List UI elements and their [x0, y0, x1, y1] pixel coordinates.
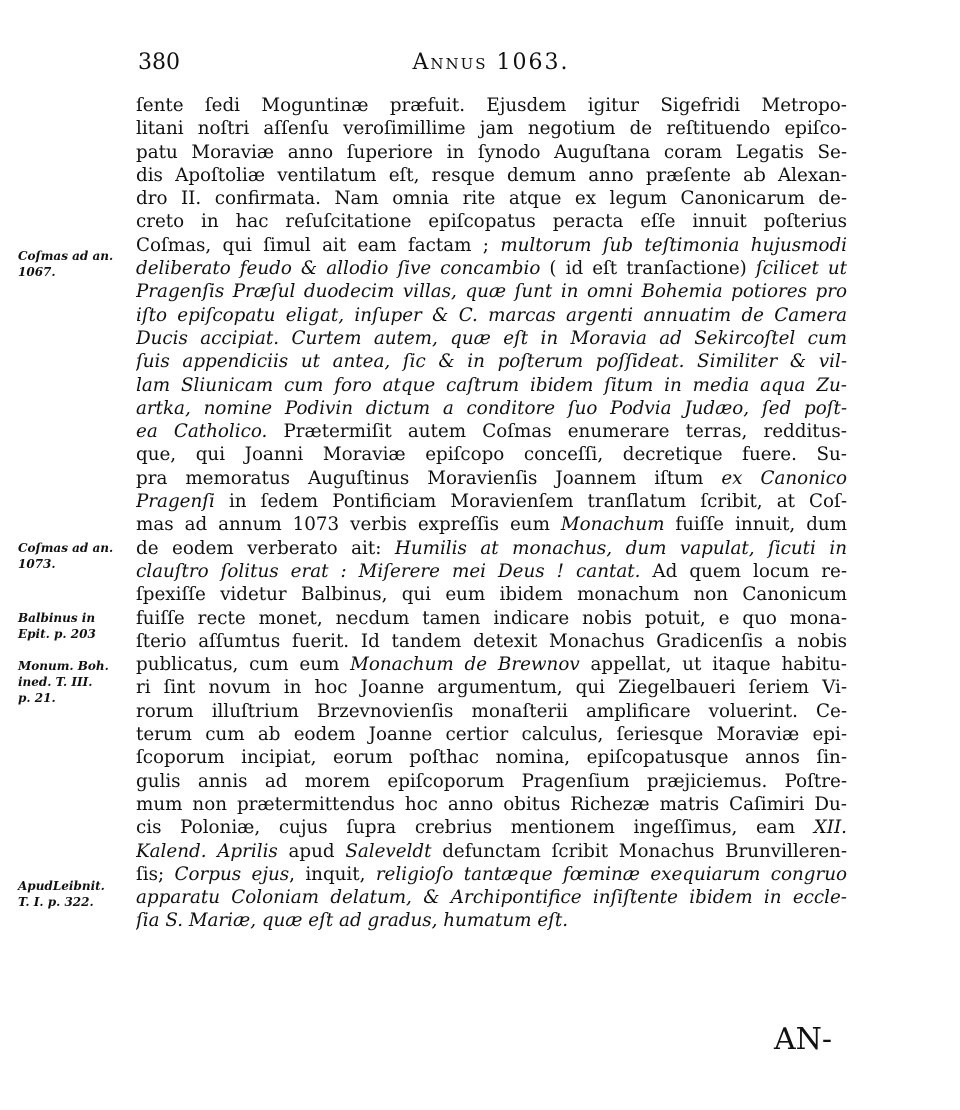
- page-header: [136, 50, 846, 80]
- margin-note-line: 1073.: [18, 557, 56, 571]
- text-line: [136, 583, 847, 606]
- text-line: [136, 816, 847, 839]
- roman-text: ſis;: [136, 863, 175, 885]
- roman-text: ſente ſedi Moguntinæ præfuit. Ejusdem igitur Sigefridi Metropo-: [136, 95, 847, 116]
- text-line: [136, 909, 847, 932]
- margin-note-line: Epit. p. 203: [18, 627, 96, 641]
- body-text: [136, 94, 847, 933]
- text-line: [136, 397, 847, 420]
- italic-text: Corpus ejus: [174, 863, 290, 885]
- italic-text: Pragenſis Præſul duodecim villas, quæ ſunt in omni Bohemia potiores pro: [136, 281, 847, 303]
- text-line: [136, 117, 847, 140]
- text-line: [136, 187, 847, 210]
- italic-text: ſcilicet ut: [755, 258, 847, 280]
- italic-text: Monachum de Brewnov: [350, 654, 580, 676]
- text-line: [136, 840, 847, 863]
- italic-text: Humilis at monachus, dum vapulat, ſicuti in: [394, 537, 847, 559]
- margin-note: [18, 540, 136, 572]
- italic-text: lam Sliunicam cum foro atque caſtrum ibidem ſitum in media aqua Zu-: [136, 374, 847, 396]
- italic-text: deliberato feudo & allodio ſive concambio: [136, 258, 541, 280]
- roman-text: patu Moraviæ anno ſuperiore in ſynodo Auguſtana coram Legatis Se-: [136, 141, 847, 163]
- text-line: [136, 443, 847, 466]
- italic-text: ſia S. Mariæ, quæ eſt ad gradus, humatum eſt.: [136, 910, 569, 932]
- roman-text: Ad quem locum re-: [640, 560, 847, 582]
- roman-text: mas ad annum 1073 verbis expreſſis eum: [136, 514, 561, 536]
- page-number: 380: [138, 50, 180, 75]
- text-line: [136, 350, 847, 373]
- text-line: [136, 886, 847, 909]
- roman-text: mum non prætermittendus hoc anno obitus Richezæ matris Caſimiri Du-: [136, 793, 847, 815]
- running-title: Annus 1063.: [412, 50, 570, 75]
- text-line: [136, 700, 847, 723]
- text-line: [136, 513, 847, 536]
- text-line: [136, 94, 847, 117]
- text-line: [136, 164, 847, 187]
- italic-text: Monachum: [560, 514, 665, 536]
- roman-text: apud: [277, 840, 346, 862]
- roman-text: de eodem verberato ait:: [136, 537, 395, 559]
- margin-note-line: Coſmas ad an.: [18, 249, 114, 263]
- text-line: [136, 234, 847, 257]
- roman-text: , inquit,: [289, 863, 376, 885]
- margin-note-line: p. 21.: [18, 691, 56, 705]
- italic-text: Ducis accipiat. Curtem autem, quæ eſt in Moravia ad Sekircoſtel cum: [136, 327, 847, 349]
- italic-text: Saleveldt: [345, 840, 432, 862]
- roman-text: terum cum ab eodem Joanne certior calculus, ſeriesque Moraviæ epi-: [136, 724, 847, 746]
- roman-text: dis Apoſtoliæ ventilatum eſt, resque demum anno præſente ab Alexan-: [136, 164, 847, 186]
- text-line: [136, 537, 847, 560]
- margin-note: [18, 610, 136, 642]
- text-line: [136, 467, 847, 490]
- roman-text: ( id eſt tranſactione): [540, 258, 756, 280]
- roman-text: publicatus, cum eum: [136, 654, 351, 676]
- italic-text: Kalend. Aprilis: [136, 840, 278, 862]
- roman-text: fuiſſe innuit, dum: [664, 514, 847, 536]
- margin-note: [18, 658, 136, 706]
- roman-text: ri ſint novum in hoc Joanne argumentum, qui Ziegelbaueri ſeriem Vi-: [136, 677, 847, 699]
- roman-text: gulis annis ad morem epiſcoporum Pragenſium præjiciemus. Poſtre-: [136, 770, 847, 792]
- text-line: [136, 770, 847, 793]
- text-line: [136, 746, 847, 769]
- text-line: [136, 653, 847, 676]
- roman-text: dro II. confirmata. Nam omnia rite atque ex legum Canonicarum de-: [136, 188, 847, 210]
- margin-note: [18, 878, 136, 910]
- margin-note-line: T. I. p. 322.: [18, 895, 94, 909]
- roman-text: cis Poloniæ, cujus ſupra crebrius mentionem ingeſſimus, eam: [136, 817, 814, 839]
- roman-text: rorum illuſtrium Brzevnovienſis monaſterii amplificare voluerint. Ce-: [136, 700, 847, 722]
- text-line: [136, 490, 847, 513]
- catchword: AN-: [774, 1022, 833, 1057]
- text-line: [136, 210, 847, 233]
- italic-text: iſto epiſcopatu eligat, inſuper & C. marcas argenti annuatim de Camera: [136, 304, 847, 326]
- italic-text: apparatu Coloniam delatum, & Archipontifice inſiſtente ibidem in eccle-: [136, 887, 847, 909]
- margin-note-line: Balbinus in: [18, 611, 96, 625]
- text-line: [136, 257, 847, 280]
- roman-text: Prætermiſit autem Coſmas enumerare terras, redditus-: [267, 421, 847, 443]
- text-line: [136, 327, 847, 350]
- margin-note: [18, 248, 136, 280]
- roman-text: ſpexiſſe videtur Balbinus, qui eum ibidem monachum non Canonicum: [136, 584, 847, 606]
- italic-text: multorum ſub teſtimonia hujusmodi: [500, 234, 847, 256]
- text-line: [136, 141, 847, 164]
- text-line: [136, 863, 847, 886]
- margin-note-line: Monum. Boh.: [18, 659, 109, 673]
- text-line: [136, 676, 847, 699]
- margin-note-line: 1067.: [18, 265, 56, 279]
- italic-text: artka, nomine Podivin dictum a conditore ſuo Podvia Judæo, ſed poſt-: [136, 397, 847, 419]
- italic-text: Pragenſi: [136, 491, 215, 513]
- margin-note-line: ined. T. III.: [18, 675, 93, 689]
- text-line: [136, 793, 847, 816]
- text-line: [136, 374, 847, 397]
- margin-note-line: Coſmas ad an.: [18, 541, 114, 555]
- italic-text: ea Catholico.: [136, 421, 268, 443]
- text-line: [136, 630, 847, 653]
- italic-text: XII.: [813, 817, 847, 839]
- roman-text: fuiſſe recte monet, necdum tamen indicare nobis potuit, e quo mona-: [136, 607, 847, 629]
- roman-text: que, qui Joanni Moraviæ epiſcopo conceſſi, decretique fuere. Su-: [136, 444, 847, 466]
- roman-text: in ſedem Pontificiam Moravienſem tranſlatum ſcribit, at Coſ-: [214, 491, 847, 513]
- roman-text: ſcoporum incipiat, eorum poſthac nomina, epiſcopatusque annos ſin-: [136, 747, 847, 769]
- italic-text: ſuis appendiciis ut antea, ſic & in poſterum poſſideat. Similiter & vil-: [136, 351, 847, 373]
- roman-text: Coſmas, qui ſimul ait eam factam ;: [136, 234, 501, 256]
- text-line: [136, 560, 847, 583]
- roman-text: ſterio aſſumtus fuerit. Id tandem detexit Monachus Gradicenſis a nobis: [136, 630, 847, 652]
- text-line: [136, 723, 847, 746]
- margin-note-line: ApudLeibnit.: [18, 879, 105, 893]
- roman-text: defunctam ſcribit Monachus Brunvilleren-: [431, 840, 847, 862]
- italic-text: religioſo tantæque fœminæ exequiarum congruo: [375, 863, 847, 885]
- text-line: [136, 280, 847, 303]
- roman-text: appellat, ut itaque habitu-: [579, 654, 847, 676]
- roman-text: creto in hac reſuſcitatione epiſcopatus peracta eſſe innuit poſterius: [136, 211, 847, 233]
- text-line: [136, 420, 847, 443]
- roman-text: litani noſtri aſſenſu veroſimillime jam negotium de reſtituendo epiſco-: [136, 118, 847, 140]
- italic-text: clauſtro ſolitus erat : Miſerere mei Deus ! cantat.: [136, 560, 641, 582]
- text-line: [136, 304, 847, 327]
- roman-text: pra memoratus Auguſtinus Moravienſis Joannem iſtum: [136, 467, 722, 489]
- text-line: [136, 607, 847, 630]
- italic-text: ex Canonico: [721, 467, 847, 489]
